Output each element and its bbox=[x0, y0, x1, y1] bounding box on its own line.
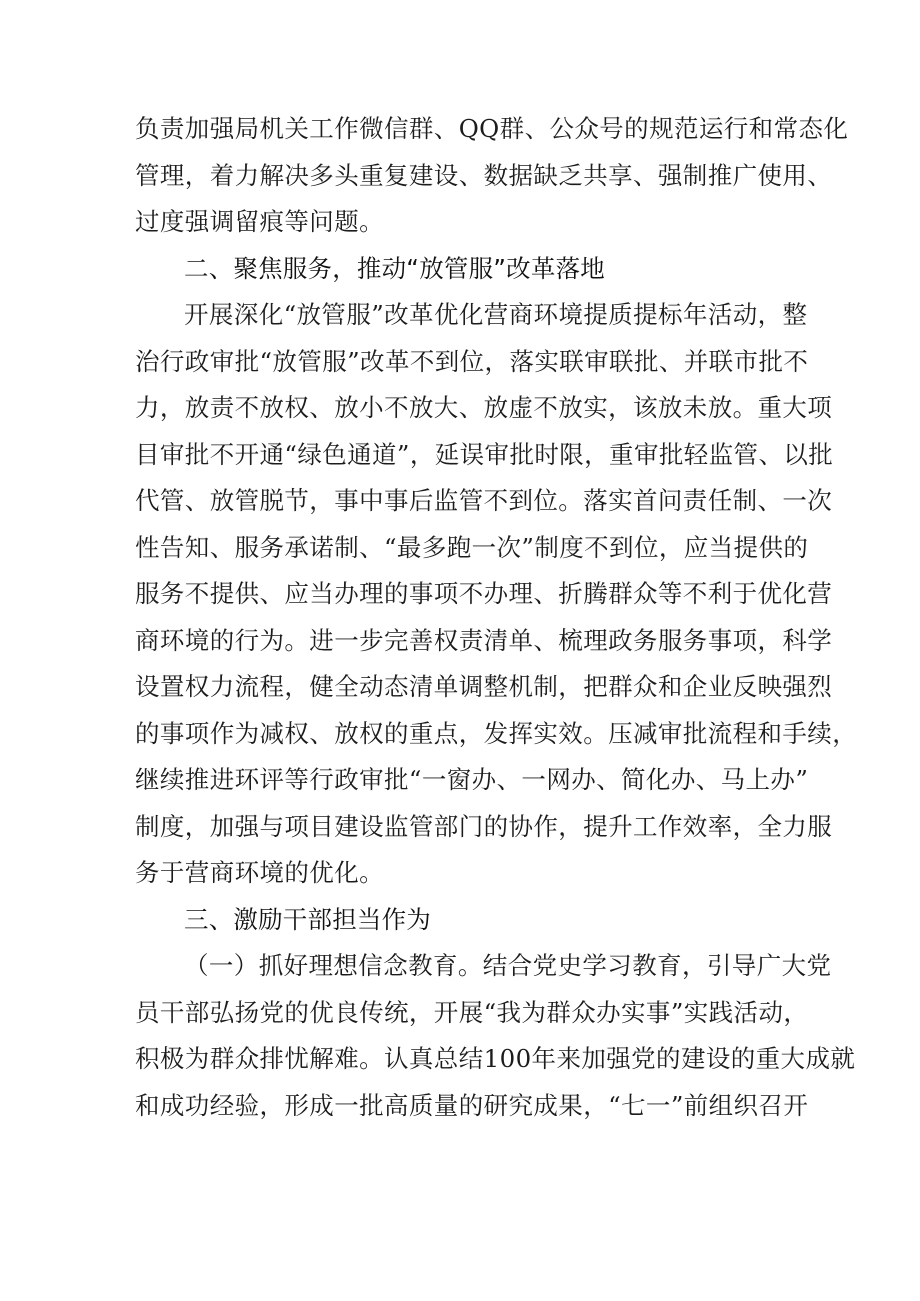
paragraph-2 bbox=[135, 292, 858, 897]
paragraph-2-line: 力，放责不放权、放小不放大、放虚不放实，该放未放。重大项 bbox=[135, 393, 833, 422]
section-heading-3: 三、激励干部担当作为 bbox=[184, 904, 431, 934]
paragraph-2-line: 的事项作为减权、放权的重点，发挥实效。压减审批流程和手续， bbox=[135, 718, 858, 748]
paragraph-2-line: 治行政审批“放管服”改革不到位，落实联审联批、并联市批不 bbox=[135, 346, 809, 376]
paragraph-1 bbox=[135, 106, 849, 246]
paragraph-2-line: 代管、放管脱节，事中事后监管不到位。落实首问责任制、一次 bbox=[135, 486, 833, 515]
paragraph-1-line: 负责加强局机关工作微信群、QQ群、公众号的规范运行和常态化 bbox=[135, 114, 849, 143]
paragraph-1-line: 过度强调留痕等问题。 bbox=[135, 207, 384, 236]
paragraph-2-line: 开展深化“放管服”改革优化营商环境提质提标年活动，整 bbox=[184, 300, 808, 329]
paragraph-2-line: 务于营商环境的优化。 bbox=[135, 858, 384, 887]
paragraph-3 bbox=[135, 943, 856, 1129]
paragraph-1-line: 管理，着力解决多头重复建设、数据缺乏共享、强制推广使用、 bbox=[135, 160, 833, 190]
paragraph-3-line: （一）抓好理想信念教育。结合党史学习教育，引导广大党 bbox=[184, 951, 832, 980]
paragraph-2-line: 商环境的行为。进一步完善权责清单、梳理政务服务事项，科学 bbox=[135, 625, 833, 655]
paragraph-2-line: 继续推进环评等行政审批“一窗办、一网办、简化办、马上办” bbox=[135, 765, 809, 794]
paragraph-3-line: 员干部弘扬党的优良传统，开展“我为群众办实事”实践活动， bbox=[135, 997, 809, 1027]
paragraph-3-line: 积极为群众排忧解难。认真总结100年来加强党的建设的重大成就 bbox=[135, 1044, 856, 1073]
paragraph-2-line: 目审批不开通“绿色通道”，延误审批时限，重审批轻监管、以批 bbox=[135, 439, 834, 469]
paragraph-2-line: 服务不提供、应当办理的事项不办理、折腾群众等不利于优化营 bbox=[135, 579, 833, 608]
paragraph-2-line: 性告知、服务承诺制、“最多跑一次”制度不到位，应当提供的 bbox=[135, 532, 809, 562]
section-heading-2: 二、聚焦服务，推动“放管服”改革落地 bbox=[184, 253, 605, 283]
paragraph-2-line: 制度，加强与项目建设监管部门的协作，提升工作效率，全力服 bbox=[135, 811, 833, 841]
paragraph-2-line: 设置权力流程，健全动态清单调整机制，把群众和企业反映强烈 bbox=[135, 672, 833, 701]
paragraph-3-line: 和成功经验，形成一批高质量的研究成果，“七一”前组织召开 bbox=[135, 1090, 809, 1120]
